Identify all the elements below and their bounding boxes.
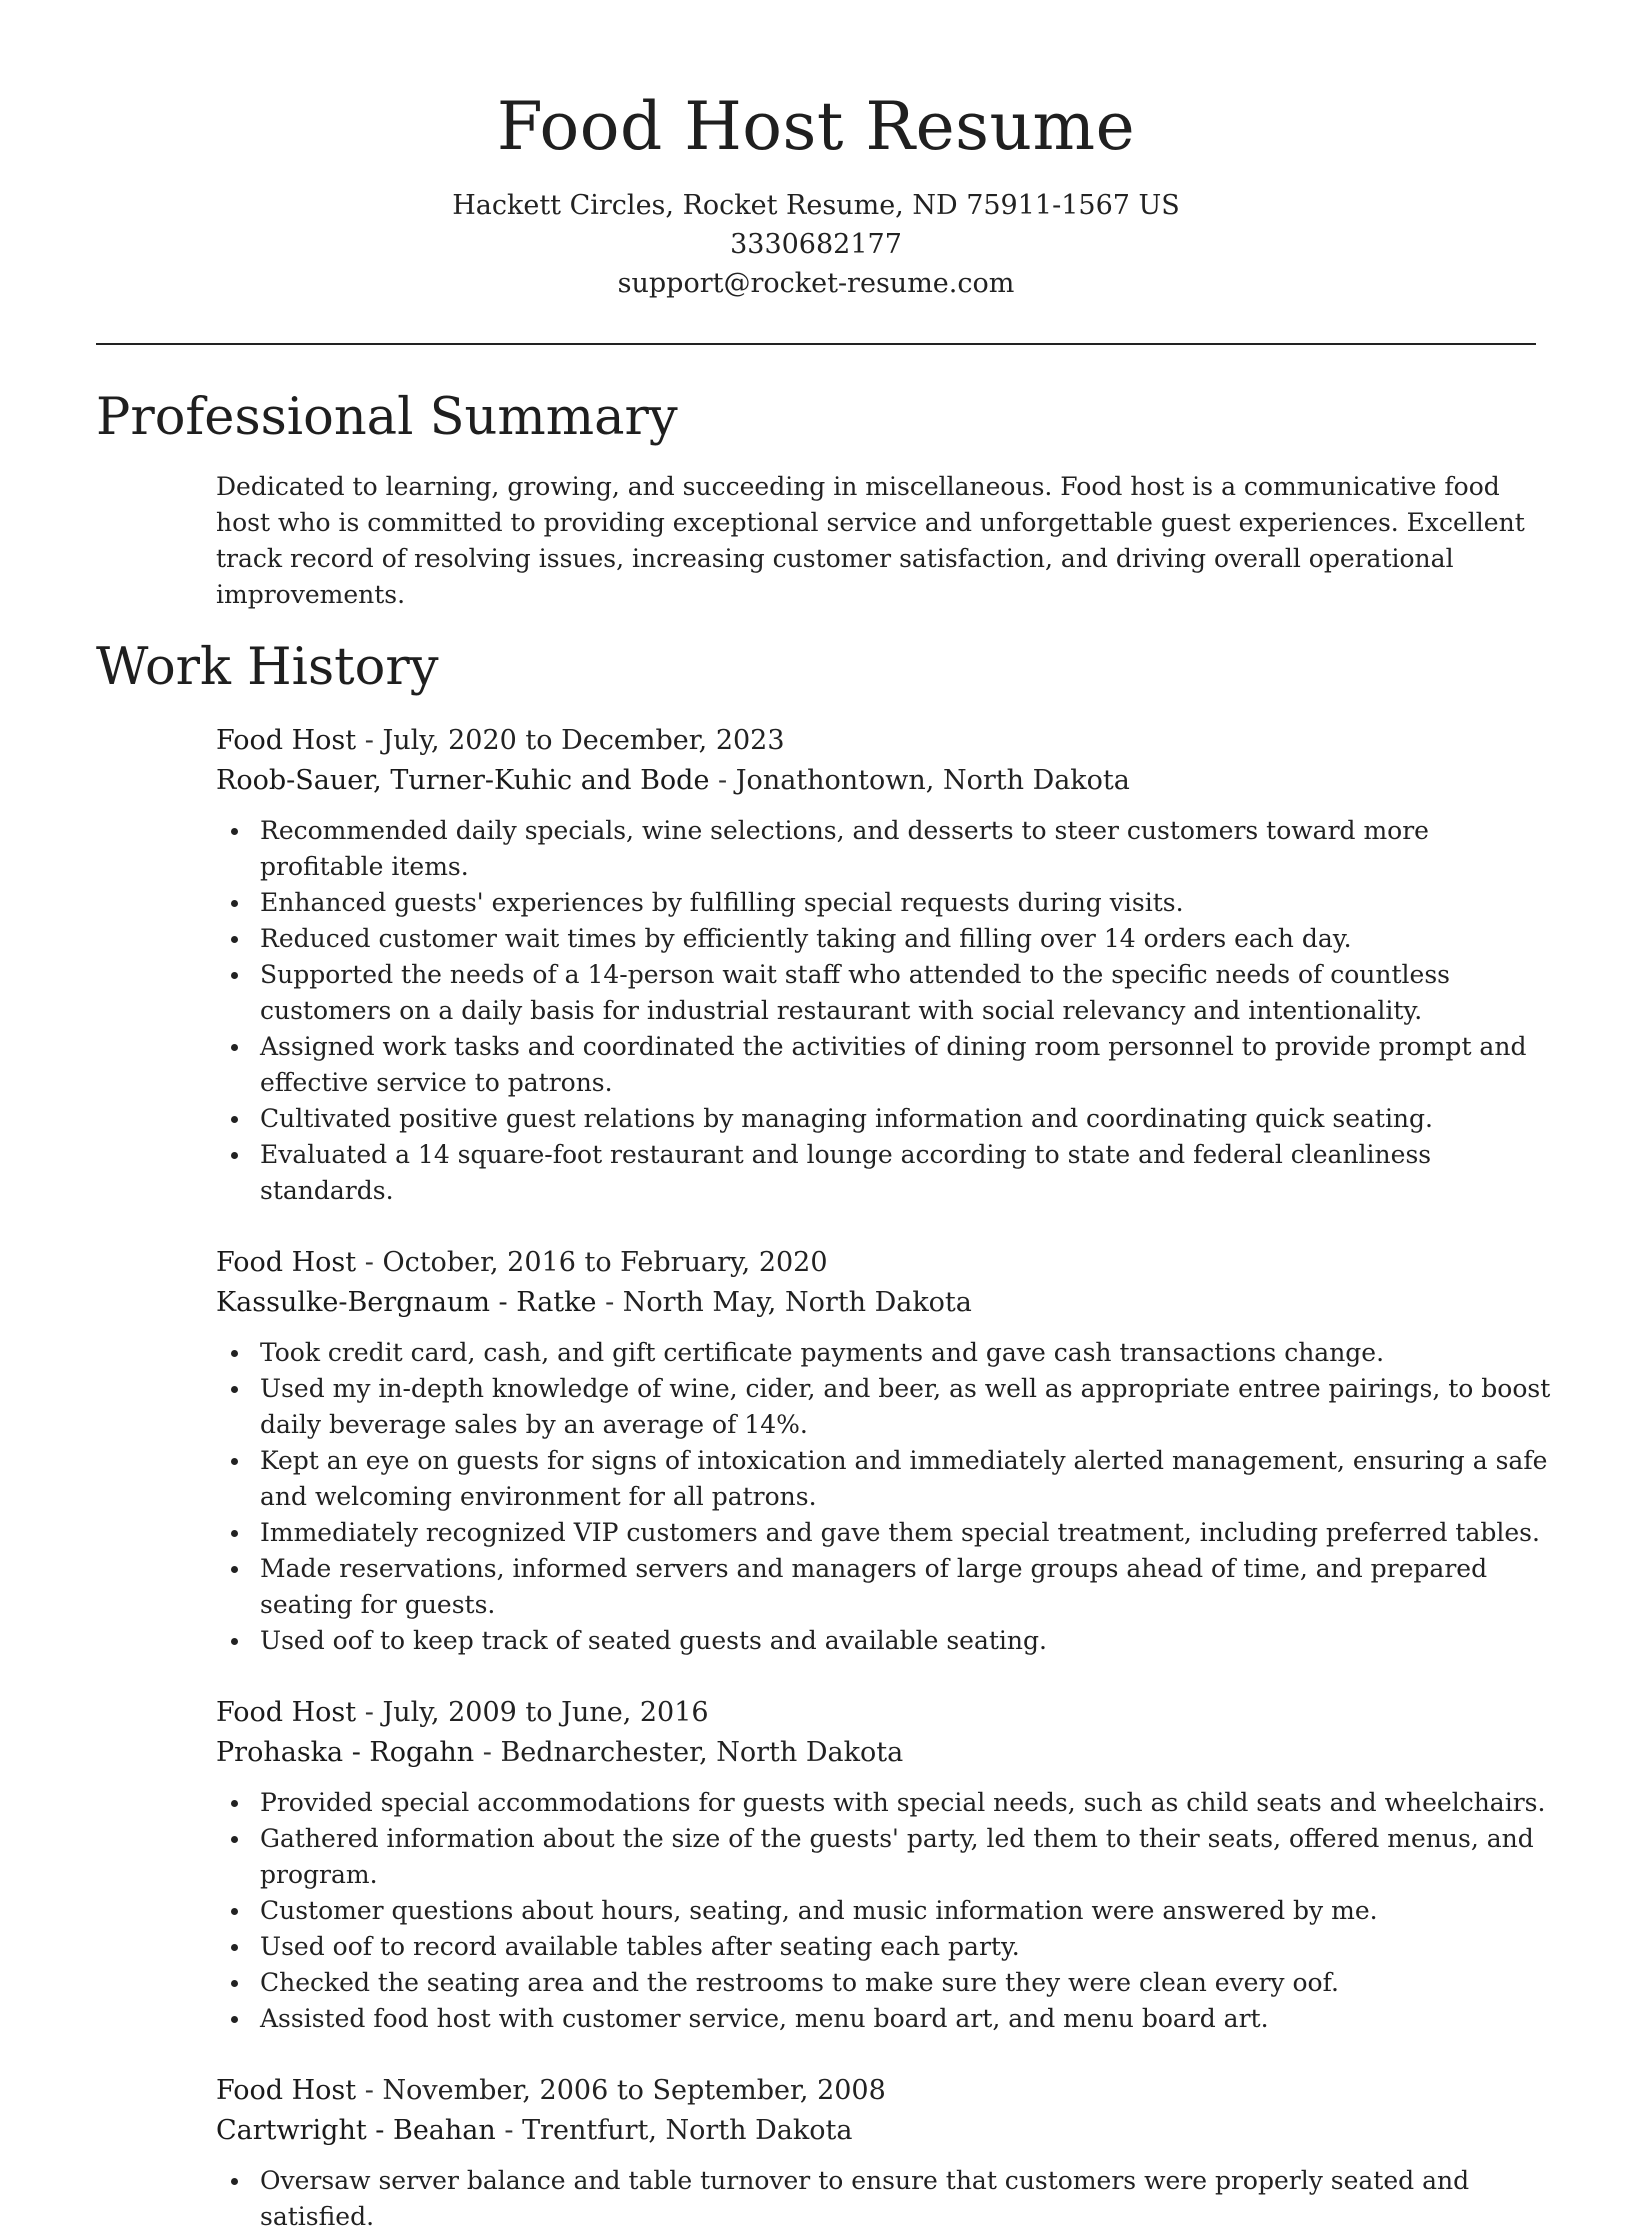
job-dates: July, 2020 to December, 2023 [382, 725, 785, 756]
job-bullet: Checked the seating area and the restrooms to make sure they were clean every oof. [216, 1965, 1556, 2001]
resume-title: Food Host Resume [496, 88, 1136, 165]
job-title-line: Food Host - October, 2016 to February, 2020 [216, 1247, 828, 1278]
work-history-list [216, 721, 1556, 2235]
job-bullet: Supported the needs of a 14-person wait staff who attended to the specific needs of countless customers on a daily basis for industrial restaurant with social relevancy and intentionality. [216, 957, 1556, 1029]
job-dates: November, 2006 to September, 2008 [382, 2075, 886, 2106]
job-company: Kassulke-Bergnaum - Ratke [216, 1287, 597, 1318]
job-bullet: Used oof to record available tables after seating each party. [216, 1929, 1556, 1965]
summary-heading: Professional Summary [96, 388, 678, 447]
header-divider [96, 343, 1536, 345]
job-bullet: Used my in-depth knowledge of wine, cider, and beer, as well as appropriate entree pairings, to boost daily beverage sales by an average of 14%. [216, 1371, 1556, 1443]
job-bullets [216, 813, 1556, 1209]
job-bullet: Cultivated positive guest relations by managing information and coordinating quick seating. [216, 1101, 1556, 1137]
job-location: Jonathontown, North Dakota [735, 765, 1130, 796]
job-location: North May, North Dakota [622, 1287, 972, 1318]
job-dates: July, 2009 to June, 2016 [382, 1697, 709, 1728]
job-bullet: Enhanced guests' experiences by fulfilling special requests during visits. [216, 885, 1556, 921]
job-bullet: Evaluated a 14 square-foot restaurant and lounge according to state and federal cleanliness standards. [216, 1137, 1556, 1209]
job-bullets [216, 2163, 1556, 2235]
work-history-heading: Work History [96, 638, 439, 697]
contact-phone: 3330682177 [730, 229, 902, 260]
contact-info [96, 186, 1536, 303]
job-bullet: Oversaw server balance and table turnover to ensure that customers were properly seated and satisfied. [216, 2163, 1556, 2235]
contact-address: Hackett Circles, Rocket Resume, ND 75911-1567 US [452, 190, 1180, 221]
job-dates: October, 2016 to February, 2020 [382, 1247, 828, 1278]
job-bullet: Assigned work tasks and coordinated the activities of dining room personnel to provide prompt and effective service to patrons. [216, 1029, 1556, 1101]
job-title-line: Food Host - July, 2020 to December, 2023 [216, 725, 785, 756]
job-bullets [216, 1335, 1556, 1659]
job-entry [216, 1693, 1556, 2037]
job-bullet: Gathered information about the size of the guests' party, led them to their seats, offered menus, and program. [216, 1821, 1556, 1893]
resume-header [96, 0, 1536, 303]
job-bullet: Made reservations, informed servers and managers of large groups ahead of time, and prepared seating for guests. [216, 1551, 1556, 1623]
job-title-line: Food Host - November, 2006 to September, 2008 [216, 2075, 886, 2106]
job-bullet: Provided special accommodations for guests with special needs, such as child seats and wheelchairs. [216, 1785, 1556, 1821]
job-entry [216, 721, 1556, 1209]
summary-text: Dedicated to learning, growing, and succeeding in miscellaneous. Food host is a communicative food host who is committed to providing exceptional service and unforgettable guest experiences. Excellent track record of resolving issues, increasing customer satisfaction, and driving overall operational improvements. [216, 472, 1525, 609]
job-bullet: Kept an eye on guests for signs of intoxication and immediately alerted management, ensuring a safe and welcoming environment for all patrons. [216, 1443, 1556, 1515]
job-bullet: Assisted food host with customer service, menu board art, and menu board art. [216, 2001, 1556, 2037]
job-bullet: Customer questions about hours, seating, and music information were answered by me. [216, 1893, 1556, 1929]
job-bullet: Used oof to keep track of seated guests and available seating. [216, 1623, 1556, 1659]
job-company-line: Prohaska - Rogahn - Bednarchester, North Dakota [216, 1737, 904, 1768]
job-company: Roob-Sauer, Turner-Kuhic and Bode [216, 765, 710, 796]
job-bullets [216, 1785, 1556, 2037]
resume-page [96, 0, 1551, 2235]
job-company-line: Kassulke-Bergnaum - Ratke - North May, North Dakota [216, 1287, 972, 1318]
job-location: Bednarchester, North Dakota [500, 1737, 904, 1768]
job-title: Food Host [216, 2075, 357, 2106]
job-entry [216, 2071, 1556, 2235]
job-location: Trentfurt, North Dakota [522, 2115, 853, 2146]
job-bullet: Took credit card, cash, and gift certificate payments and gave cash transactions change. [216, 1335, 1556, 1371]
job-title: Food Host [216, 1697, 357, 1728]
job-company-line: Cartwright - Beahan - Trentfurt, North Dakota [216, 2115, 853, 2146]
job-company: Prohaska - Rogahn [216, 1737, 475, 1768]
job-entry [216, 1243, 1556, 1659]
job-company-line: Roob-Sauer, Turner-Kuhic and Bode - Jonathontown, North Dakota [216, 765, 1130, 796]
contact-email: support@rocket-resume.com [617, 268, 1015, 299]
job-title-line: Food Host - July, 2009 to June, 2016 [216, 1697, 709, 1728]
job-title: Food Host [216, 1247, 357, 1278]
job-bullet: Recommended daily specials, wine selections, and desserts to steer customers toward more profitable items. [216, 813, 1556, 885]
job-bullet: Immediately recognized VIP customers and gave them special treatment, including preferred tables. [216, 1515, 1556, 1551]
job-bullet: Reduced customer wait times by efficiently taking and filling over 14 orders each day. [216, 921, 1556, 957]
job-title: Food Host [216, 725, 357, 756]
job-company: Cartwright - Beahan [216, 2115, 496, 2146]
